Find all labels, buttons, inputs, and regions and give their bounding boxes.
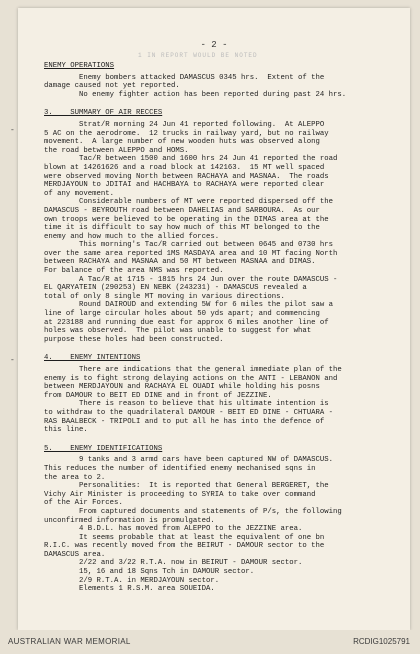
section-heading: 4. ENEMY INTENTIONS xyxy=(44,354,141,363)
text-line: Enemy bombers attacked DAMASCUS 0345 hrs. Extent of the xyxy=(44,73,325,82)
text-line: at 223188 and running due east for approx 6 miles another line of xyxy=(44,318,329,327)
text-line: DAMASCUS - BEYROUTH road between DAHELIAS and SARBOURA. As our xyxy=(44,206,320,215)
text-line: DAMASCUS area. xyxy=(44,550,106,559)
text-line: damage caused not yet reported. xyxy=(44,82,180,91)
page-number: - 2 - xyxy=(200,40,228,50)
text-line: 2/22 and 3/22 R.T.A. now in BEIRUT - DAMOUR sector. xyxy=(44,559,303,568)
text-line: time it is difficult to say how much of this MT belonged to the xyxy=(44,224,320,233)
text-line: Strat/R morning 24 Jun 41 reported following. At ALEPPO xyxy=(44,120,325,129)
text-line: This morning's Tac/R carried out between 0645 and 0730 hrs xyxy=(44,241,334,250)
text-line: of any movement. xyxy=(44,189,115,198)
margin-tick-mark: - xyxy=(10,356,15,365)
text-line: Round DAIROUD and extending 5W for 6 miles the pilot saw a xyxy=(44,301,334,310)
text-line: No enemy fighter action has been reported during past 24 hrs. xyxy=(44,90,347,99)
section xyxy=(44,445,384,594)
text-line: the road between ALEPPO and HOMS. xyxy=(44,146,189,155)
footer-id: RCDIG1025791 xyxy=(353,637,410,646)
margin-tick-mark: - xyxy=(10,126,15,135)
text-line: R.I.C. was recently moved from the BEIRUT - DAMOUR sector to the xyxy=(44,542,325,551)
text-line: Vichy Air Minister is proceeding to SYRIA to take over command xyxy=(44,490,316,499)
text-line: were observed moving North between RACHAYA and MASNAA. The roads xyxy=(44,172,329,181)
text-line: This reduces the number of identified enemy mechanised sqns in xyxy=(44,464,316,473)
text-line: It seems probable that at least the equivalent of one bn xyxy=(44,533,325,542)
text-line: For balance of the area NMS was reported. xyxy=(44,267,224,276)
section-heading: ENEMY OPERATIONS xyxy=(44,62,115,70)
text-line: over the same area reported 1MS MASDAYA area and 10 MT facing North xyxy=(44,249,338,258)
section xyxy=(44,109,384,344)
section-heading: 3. SUMMARY OF AIR RECCES xyxy=(44,109,163,118)
text-line: There are indications that the general immediate plan of the xyxy=(44,366,342,374)
text-line: EL QARYATEIN (290253) EN NEBK (243231) - DAMASCUS revealed a xyxy=(44,284,307,293)
section-heading: 5. ENEMY IDENTIFICATIONS xyxy=(44,444,163,453)
text-line: A Tac/R at 1715 - 1815 hrs 24 Jun over the route DAMASCUS - xyxy=(44,275,338,284)
text-line: Tac/R between 1500 and 1600 hrs 24 Jun 41 reported the road xyxy=(44,155,338,164)
text-line: purpose these holes had been constructed. xyxy=(44,335,224,344)
text-line: enemy and how much to the allied forces. xyxy=(44,232,220,241)
faint-header-text: 1 IN REPORT WOULD BE NOTED xyxy=(138,52,258,59)
text-line: between RACHAYA and MASNAA and 50 MT between MASNAA and DIMAS. xyxy=(44,258,316,267)
text-line: 4 B.D.L. has moved from ALEPPO to the JEZZINE area. xyxy=(44,525,303,534)
text-line: Considerable numbers of MT were reported dispersed off the xyxy=(44,198,334,207)
text-line: 2/9 R.T.A. in MERDJAYOUN sector. xyxy=(44,576,220,585)
text-line: Elements 1 R.S.M. area SOUEIDA. xyxy=(44,585,215,594)
text-line: from DAMOUR to BEIT ED DINE and in front of JEZZINE. xyxy=(44,391,272,400)
section xyxy=(44,62,384,99)
text-line: line of large circular holes about 50 yds apart; and commencing xyxy=(44,310,320,319)
text-line: between MERDJAYOUN and RACHAYA EL OUADI while holding his posns xyxy=(44,383,320,392)
text-line: holes was observed. The pilot was unable to suggest for what xyxy=(44,327,312,336)
document-body xyxy=(44,62,384,604)
text-line: movement. A large number of new wooden huts was observed along xyxy=(44,138,320,147)
footer-bar xyxy=(0,630,420,654)
text-line: own troops were believed to be operating in the DIMAS area at the xyxy=(44,215,329,224)
text-line: blown at 14261626 and a road block at 142163. 15 MT well spaced xyxy=(44,163,325,172)
text-line: unconfirmed information is promulgated. xyxy=(44,516,215,525)
text-line: From captured documents and statements of P/s, the following xyxy=(44,507,342,516)
text-line: this line. xyxy=(44,426,88,435)
text-line: 5 AC on the aerodrome. 12 trucks in railway yard, but no railway xyxy=(44,129,329,138)
text-line: RAS BAALBECK - TRIPOLI and to put all he has into the defence of xyxy=(44,417,325,426)
text-line: MERDJAYOUN to JDITAI and HACHBAYA to RACHAYA were reported clear xyxy=(44,181,325,190)
text-line: of the Air Forces. xyxy=(44,499,123,508)
text-line: Personalities: It is reported that General BERGERET, the xyxy=(44,482,329,491)
text-line: the area to 2. xyxy=(44,473,106,482)
text-line: total of only 8 single MT moving in various directions. xyxy=(44,292,285,301)
text-line: to withdraw to the quadrilateral DAMOUR - BEIT ED DINE - CHTUARA - xyxy=(44,408,334,417)
footer-source: AUSTRALIAN WAR MEMORIAL xyxy=(8,637,131,646)
section xyxy=(44,354,384,434)
text-line: enemy is to fight strong delaying actions on the ANTI - LEBANON and xyxy=(44,374,338,383)
text-line: 15, 16 and 18 Sqns Tch in DAMOUR sector. xyxy=(44,568,255,577)
text-line: 9 tanks and 3 armd cars have been captured NW of DAMASCUS. xyxy=(44,456,334,465)
text-line: There is reason to believe that his ultimate intention is xyxy=(44,400,329,409)
